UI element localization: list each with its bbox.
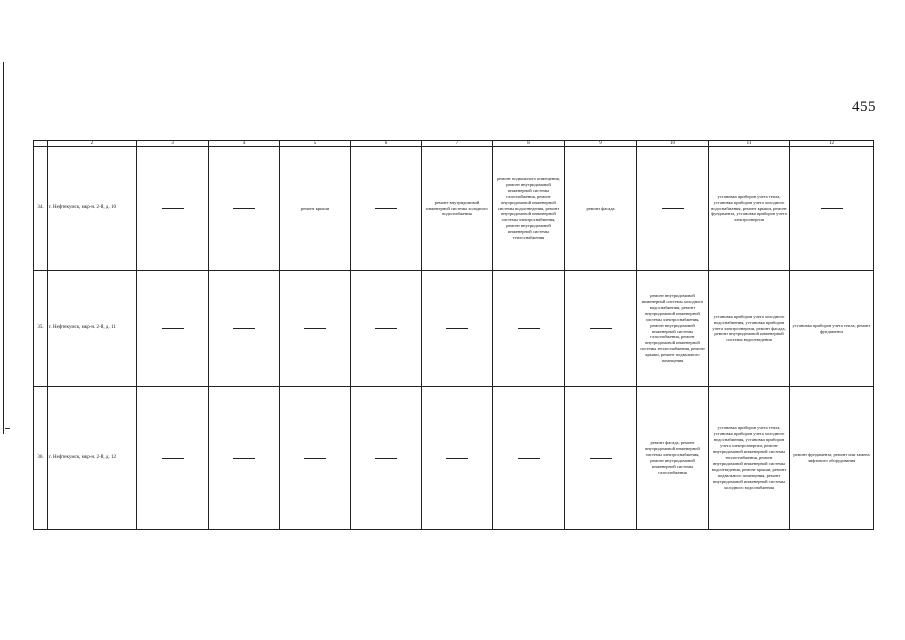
dash-mark	[375, 328, 397, 329]
dash-mark	[518, 328, 540, 329]
work-cell: ремонт фасада, ремонт внутридомовой инженерной системы электроснабжения, ремонт внутридомовой инженерной системы газоснабжения	[637, 387, 709, 530]
dash-mark	[233, 328, 255, 329]
dash-mark	[162, 208, 184, 209]
empty-cell	[493, 387, 565, 530]
dash-mark	[162, 458, 184, 459]
work-cell: ремонт внутридомовой инженерной системы холодного водоснабжения	[422, 147, 493, 271]
empty-cell	[351, 271, 422, 387]
column-number-cell: 2	[48, 141, 137, 147]
work-cell: установка приборов учета холодного водоснабжения, установка приборов учета электроэнергии, ремонт фасада, ремонт внутридомовой инженерной системы водоотведения	[709, 271, 790, 387]
dash-mark	[662, 208, 684, 209]
dash-mark	[233, 458, 255, 459]
empty-cell	[280, 271, 351, 387]
empty-cell	[422, 271, 493, 387]
empty-cell	[351, 147, 422, 271]
work-cell: ремонт фундамента, ремонт или замена лифтового оборудования	[790, 387, 874, 530]
table-row	[34, 147, 874, 271]
dash-mark	[233, 208, 255, 209]
empty-cell	[280, 387, 351, 530]
work-cell: установка приборов учета тепла, установка приборов учета холодного водоснабжения, установка приборов учета электроэнергии, ремонт внутридомовой инженерной системы теплоснабжения, ремонт внутридомовой инженерной системы водоотведения, ремонт крыши, ремонт подвального помещения, ремонт внутридомовой инженерной системы холодного водоснабжения	[709, 387, 790, 530]
empty-cell	[790, 147, 874, 271]
dash-mark	[375, 208, 397, 209]
dash-mark	[375, 458, 397, 459]
row-number: 34.	[34, 147, 48, 271]
column-number-cell: 9	[565, 141, 637, 147]
column-number-cell: 4	[209, 141, 280, 147]
empty-cell	[137, 387, 209, 530]
column-number-cell: 12	[790, 141, 874, 147]
column-number-cell: 7	[422, 141, 493, 147]
empty-cell	[565, 387, 637, 530]
empty-cell	[351, 387, 422, 530]
work-cell: ремонт внутридомовой инженерной системы холодного водоснабжения, ремонт внутридомовой инженерной системы электроснабжения, ремонт внутридомовой инженерной системы газоснабжения, ремонт внутридомовой инженерной системы теплоснабжения, ремонт крыши, ремонт подвального помещения	[637, 271, 709, 387]
left-margin-line	[3, 62, 4, 434]
margin-tick-mark	[5, 428, 10, 429]
address-cell: г. Нефтекумск, мкр-н. 2-й, д. 11	[48, 271, 137, 387]
column-number-cell: 5	[280, 141, 351, 147]
dash-mark	[590, 458, 612, 459]
empty-cell	[209, 387, 280, 530]
empty-cell	[565, 271, 637, 387]
address-cell: г. Нефтекумск, мкр-н. 2-й, д. 10	[48, 147, 137, 271]
empty-cell	[209, 271, 280, 387]
dash-mark	[304, 328, 326, 329]
dash-mark	[590, 328, 612, 329]
work-cell: установка приборов учета тепла, ремонт фундамента	[790, 271, 874, 387]
dash-mark	[304, 458, 326, 459]
work-cell: установка приборов учета тепла, установка приборов учета холодного водоснабжения, ремонт крыши, ремонт фундамента, установка приборов учета электроэнергии	[709, 147, 790, 271]
address-cell: г. Нефтекумск, мкр-н. 2-й, д. 12	[48, 387, 137, 530]
column-number-cell: 8	[493, 141, 565, 147]
empty-cell	[209, 147, 280, 271]
empty-cell	[137, 271, 209, 387]
table-row	[34, 387, 874, 530]
dash-mark	[518, 458, 540, 459]
row-number: 35.	[34, 271, 48, 387]
column-number-cell: 11	[709, 141, 790, 147]
table-row	[34, 271, 874, 387]
empty-cell	[422, 387, 493, 530]
row-number: 36.	[34, 387, 48, 530]
dash-mark	[446, 328, 468, 329]
empty-cell	[493, 271, 565, 387]
work-cell: ремонт крыши	[280, 147, 351, 271]
empty-cell	[637, 147, 709, 271]
repair-schedule-table	[33, 140, 874, 530]
column-number-cell: 10	[637, 141, 709, 147]
dash-mark	[446, 458, 468, 459]
dash-mark	[162, 328, 184, 329]
page-number: 455	[852, 99, 876, 115]
work-cell: ремонт фасада	[565, 147, 637, 271]
work-cell: ремонт подвального помещения, ремонт внутридомовой инженерной системы газоснабжения, ремонт внутридомовой инженерной системы водоотведения, ремонт внутридомовой инженерной системы электроснабжения, ремонт внутридомовой инженерной системы теплоснабжения	[493, 147, 565, 271]
column-number-cell: 3	[137, 141, 209, 147]
empty-cell	[137, 147, 209, 271]
column-number-cell: 6	[351, 141, 422, 147]
dash-mark	[821, 208, 843, 209]
